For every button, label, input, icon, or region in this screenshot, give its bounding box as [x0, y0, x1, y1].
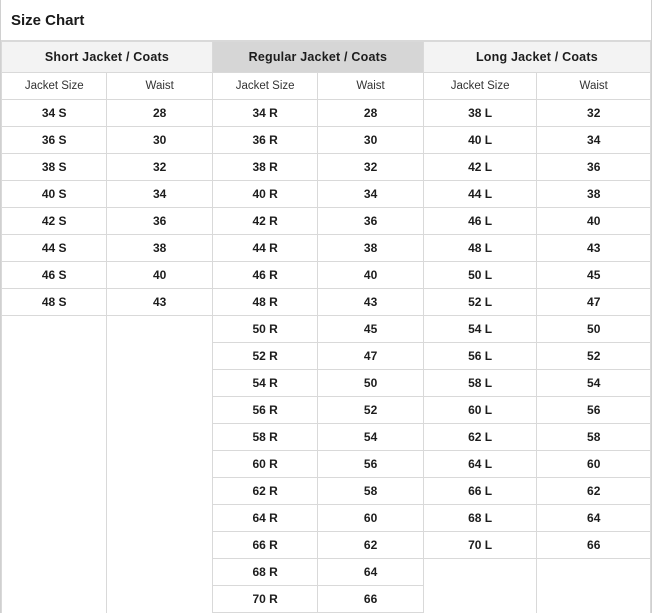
- long-size-cell: 54 L: [423, 316, 537, 343]
- table-row: [2, 397, 651, 424]
- long-waist-cell: 52: [537, 343, 651, 370]
- regular-size-cell: 60 R: [212, 451, 317, 478]
- short-empty-cell: [2, 505, 107, 532]
- regular-size-cell: 62 R: [212, 478, 317, 505]
- regular-size-cell: 46 R: [212, 262, 317, 289]
- short-empty-cell: [2, 586, 107, 613]
- col-head-short-waist: Waist: [107, 73, 212, 100]
- table-row: [2, 424, 651, 451]
- regular-waist-cell: 50: [318, 370, 423, 397]
- long-size-cell: 44 L: [423, 181, 537, 208]
- long-size-cell: 52 L: [423, 289, 537, 316]
- regular-size-cell: 68 R: [212, 559, 317, 586]
- table-row: [2, 316, 651, 343]
- regular-size-cell: 66 R: [212, 532, 317, 559]
- long-waist-cell: 43: [537, 235, 651, 262]
- long-waist-cell: 50: [537, 316, 651, 343]
- short-empty-cell: [107, 397, 212, 424]
- long-size-cell: 58 L: [423, 370, 537, 397]
- short-empty-cell: [2, 478, 107, 505]
- long-waist-cell: 64: [537, 505, 651, 532]
- size-chart-table: [1, 41, 651, 613]
- regular-waist-cell: 64: [318, 559, 423, 586]
- group-header-short: Short Jacket / Coats: [2, 42, 213, 73]
- short-waist-cell: 30: [107, 127, 212, 154]
- regular-waist-cell: 66: [318, 586, 423, 613]
- regular-size-cell: 48 R: [212, 289, 317, 316]
- table-row: [2, 181, 651, 208]
- long-size-cell: 60 L: [423, 397, 537, 424]
- short-size-cell: 34 S: [2, 100, 107, 127]
- table-row: [2, 262, 651, 289]
- regular-waist-cell: 32: [318, 154, 423, 181]
- col-head-long-waist: Waist: [537, 73, 651, 100]
- size-chart-body: [2, 100, 651, 613]
- long-waist-cell: 36: [537, 154, 651, 181]
- short-empty-cell: [107, 478, 212, 505]
- col-head-regular-size: Jacket Size: [212, 73, 317, 100]
- table-row: [2, 586, 651, 613]
- regular-waist-cell: 47: [318, 343, 423, 370]
- short-waist-cell: 28: [107, 100, 212, 127]
- long-waist-cell: 34: [537, 127, 651, 154]
- short-size-cell: 48 S: [2, 289, 107, 316]
- long-size-cell: 50 L: [423, 262, 537, 289]
- table-row: [2, 370, 651, 397]
- short-empty-cell: [2, 370, 107, 397]
- long-size-cell: 70 L: [423, 532, 537, 559]
- long-empty-cell: [423, 559, 537, 586]
- regular-size-cell: 42 R: [212, 208, 317, 235]
- regular-waist-cell: 43: [318, 289, 423, 316]
- table-row: [2, 235, 651, 262]
- regular-size-cell: 36 R: [212, 127, 317, 154]
- long-waist-cell: 62: [537, 478, 651, 505]
- long-empty-cell: [537, 586, 651, 613]
- short-size-cell: 36 S: [2, 127, 107, 154]
- long-waist-cell: 45: [537, 262, 651, 289]
- regular-size-cell: 64 R: [212, 505, 317, 532]
- short-empty-cell: [2, 316, 107, 343]
- long-size-cell: 48 L: [423, 235, 537, 262]
- regular-waist-cell: 60: [318, 505, 423, 532]
- long-empty-cell: [423, 586, 537, 613]
- long-size-cell: 40 L: [423, 127, 537, 154]
- table-row: [2, 208, 651, 235]
- regular-waist-cell: 56: [318, 451, 423, 478]
- regular-waist-cell: 62: [318, 532, 423, 559]
- group-header-row: [2, 42, 651, 73]
- long-waist-cell: 54: [537, 370, 651, 397]
- col-head-short-size: Jacket Size: [2, 73, 107, 100]
- short-empty-cell: [107, 343, 212, 370]
- short-empty-cell: [107, 586, 212, 613]
- long-waist-cell: 40: [537, 208, 651, 235]
- regular-size-cell: 44 R: [212, 235, 317, 262]
- short-size-cell: 44 S: [2, 235, 107, 262]
- short-empty-cell: [2, 343, 107, 370]
- table-row: [2, 532, 651, 559]
- col-head-regular-waist: Waist: [318, 73, 423, 100]
- regular-size-cell: 38 R: [212, 154, 317, 181]
- table-row: [2, 289, 651, 316]
- short-empty-cell: [2, 559, 107, 586]
- regular-size-cell: 54 R: [212, 370, 317, 397]
- long-waist-cell: 58: [537, 424, 651, 451]
- short-empty-cell: [2, 532, 107, 559]
- long-size-cell: 56 L: [423, 343, 537, 370]
- long-waist-cell: 38: [537, 181, 651, 208]
- long-waist-cell: 47: [537, 289, 651, 316]
- regular-waist-cell: 38: [318, 235, 423, 262]
- short-empty-cell: [107, 505, 212, 532]
- long-size-cell: 66 L: [423, 478, 537, 505]
- short-size-cell: 38 S: [2, 154, 107, 181]
- short-waist-cell: 34: [107, 181, 212, 208]
- short-empty-cell: [107, 532, 212, 559]
- long-size-cell: 62 L: [423, 424, 537, 451]
- long-size-cell: 38 L: [423, 100, 537, 127]
- regular-waist-cell: 58: [318, 478, 423, 505]
- long-size-cell: 64 L: [423, 451, 537, 478]
- regular-size-cell: 56 R: [212, 397, 317, 424]
- regular-waist-cell: 45: [318, 316, 423, 343]
- table-row: [2, 451, 651, 478]
- column-header-row: [2, 73, 651, 100]
- long-waist-cell: 56: [537, 397, 651, 424]
- short-empty-cell: [2, 397, 107, 424]
- long-waist-cell: 66: [537, 532, 651, 559]
- table-row: [2, 505, 651, 532]
- short-size-cell: 40 S: [2, 181, 107, 208]
- long-waist-cell: 60: [537, 451, 651, 478]
- short-empty-cell: [107, 424, 212, 451]
- short-empty-cell: [107, 370, 212, 397]
- table-row: [2, 154, 651, 181]
- short-size-cell: 42 S: [2, 208, 107, 235]
- regular-size-cell: 34 R: [212, 100, 317, 127]
- col-head-long-size: Jacket Size: [423, 73, 537, 100]
- short-waist-cell: 43: [107, 289, 212, 316]
- long-waist-cell: 32: [537, 100, 651, 127]
- regular-size-cell: 70 R: [212, 586, 317, 613]
- table-row: [2, 559, 651, 586]
- short-empty-cell: [2, 451, 107, 478]
- short-empty-cell: [107, 316, 212, 343]
- regular-size-cell: 50 R: [212, 316, 317, 343]
- short-empty-cell: [107, 451, 212, 478]
- regular-waist-cell: 28: [318, 100, 423, 127]
- short-waist-cell: 40: [107, 262, 212, 289]
- regular-waist-cell: 36: [318, 208, 423, 235]
- regular-size-cell: 52 R: [212, 343, 317, 370]
- long-size-cell: 42 L: [423, 154, 537, 181]
- table-row: [2, 100, 651, 127]
- page-title: Size Chart: [1, 0, 651, 41]
- regular-waist-cell: 40: [318, 262, 423, 289]
- regular-waist-cell: 34: [318, 181, 423, 208]
- short-empty-cell: [2, 424, 107, 451]
- long-size-cell: 46 L: [423, 208, 537, 235]
- table-row: [2, 478, 651, 505]
- short-empty-cell: [107, 559, 212, 586]
- group-header-regular: Regular Jacket / Coats: [212, 42, 423, 73]
- short-size-cell: 46 S: [2, 262, 107, 289]
- short-waist-cell: 38: [107, 235, 212, 262]
- group-header-long: Long Jacket / Coats: [423, 42, 650, 73]
- long-empty-cell: [537, 559, 651, 586]
- table-row: [2, 127, 651, 154]
- regular-waist-cell: 54: [318, 424, 423, 451]
- short-waist-cell: 32: [107, 154, 212, 181]
- short-waist-cell: 36: [107, 208, 212, 235]
- regular-waist-cell: 52: [318, 397, 423, 424]
- regular-waist-cell: 30: [318, 127, 423, 154]
- regular-size-cell: 58 R: [212, 424, 317, 451]
- regular-size-cell: 40 R: [212, 181, 317, 208]
- long-size-cell: 68 L: [423, 505, 537, 532]
- table-row: [2, 343, 651, 370]
